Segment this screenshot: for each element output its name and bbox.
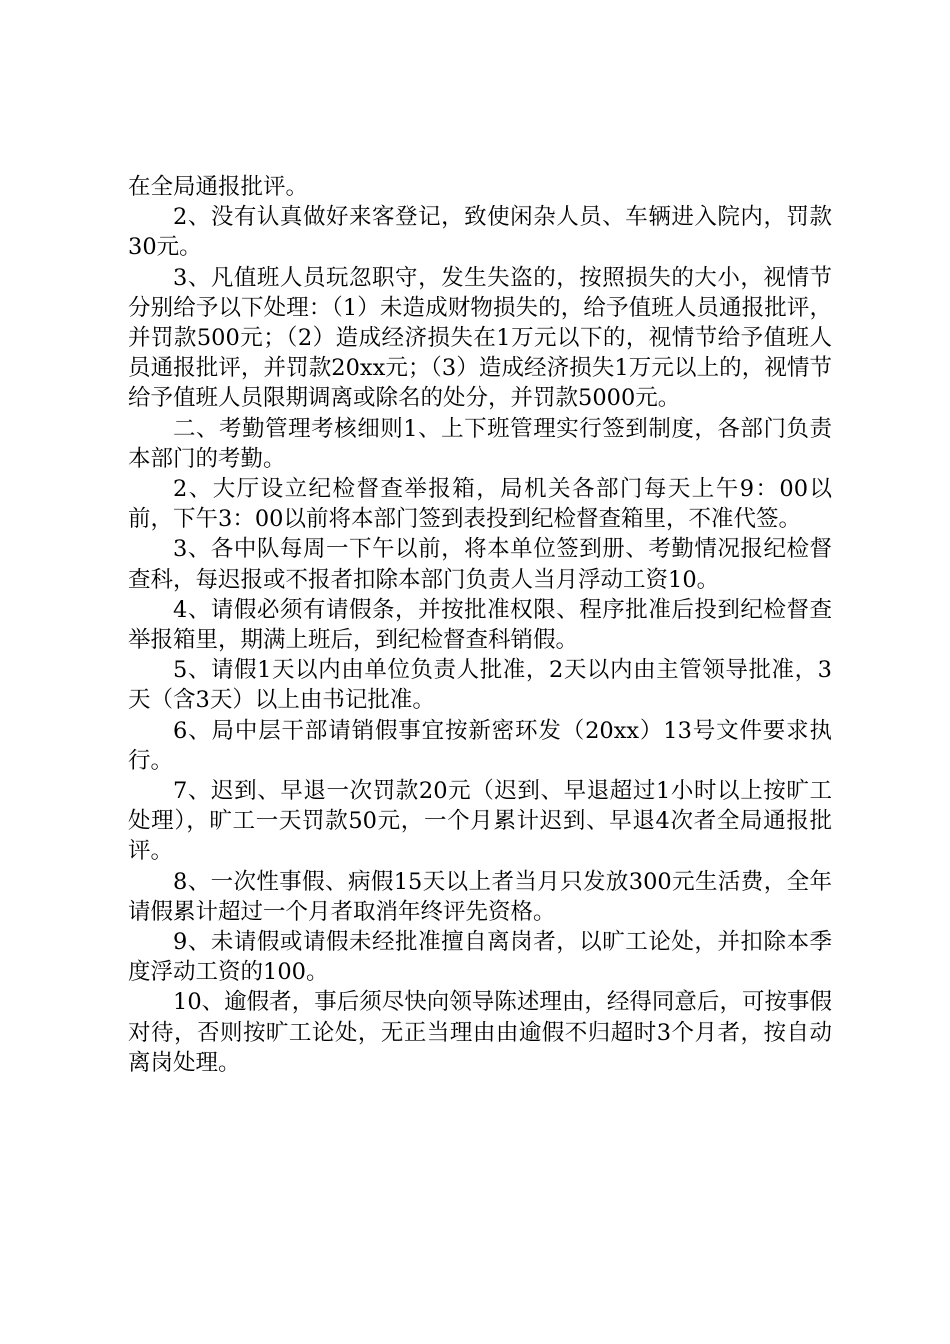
- paragraph-item-5-leave-approval: 5、请假1天以内由单位负责人批准，2天以内由主管领导批准，3天（含3天）以上由书记批准。: [128, 657, 832, 714]
- paragraph-item-8-long-leave: 8、一次性事假、病假15天以上者当月只发放300元生活费，全年请假累计超过一个月者取消年终评先资格。: [128, 868, 832, 925]
- paragraph-item-7-lateness-penalty: 7、迟到、早退一次罚款20元（迟到、早退超过1小时以上按旷工处理），旷工一天罚款50元，一个月累计迟到、早退4次者全局通报批评。: [128, 778, 832, 865]
- paragraph-section-attendance-rules: 二、考勤管理考核细则1、上下班管理实行签到制度，各部门负责本部门的考勤。: [128, 415, 832, 472]
- paragraph-continuation: 在全局通报批评。: [128, 174, 309, 200]
- paragraph-item-6-mid-level-leave: 6、局中层干部请销假事宜按新密环发（20xx）13号文件要求执行。: [128, 717, 832, 774]
- paragraph-item-10-overdue-leave: 10、逾假者，事后须尽快向领导陈述理由，经得同意后，可按事假对待，否则按旷工论处，无正当理由由逾假不归超时3个月者，按自动离岗处理。: [128, 989, 832, 1076]
- paragraph-item-9-unapproved-absence: 9、未请假或请假未经批准擅自离岗者，以旷工论处，并扣除本季度浮动工资的100。: [128, 929, 832, 986]
- paragraph-item-4-leave-request: 4、请假必须有请假条，并按批准权限、程序批准后投到纪检督查举报箱里，期满上班后，到纪检督查科销假。: [128, 596, 832, 654]
- paragraph-item-3-weekly-report: 3、各中队每周一下午以前，将本单位签到册、考勤情况报纪检督查科，每迟报或不报者扣除本部门负责人当月浮动工资10。: [128, 536, 832, 593]
- paragraph-item-2-report-box: 2、大厅设立纪检督查举报箱，局机关各部门每天上午9：00以前，下午3：00以前将本部门签到表投到纪检督查箱里，不准代签。: [128, 476, 832, 533]
- paragraph-item-3-duty-negligence: 3、凡值班人员玩忽职守，发生失盗的，按照损失的大小，视情节分别给予以下处理：（1）未造成财物损失的，给予值班人员通报批评，并罚款500元；（2）造成经济损失在1万元以下的，视情节给予值班人员通报批评，并罚款20xx元；（3）造成经济损失1万元以上的，视情节给予值班人员限期调离或除名的处分，并罚款5000元。: [128, 264, 832, 412]
- document-body: [128, 172, 832, 1078]
- paragraph-item-2-visitor-registration: 2、没有认真做好来客登记，致使闲杂人员、车辆进入院内，罚款30元。: [128, 204, 832, 261]
